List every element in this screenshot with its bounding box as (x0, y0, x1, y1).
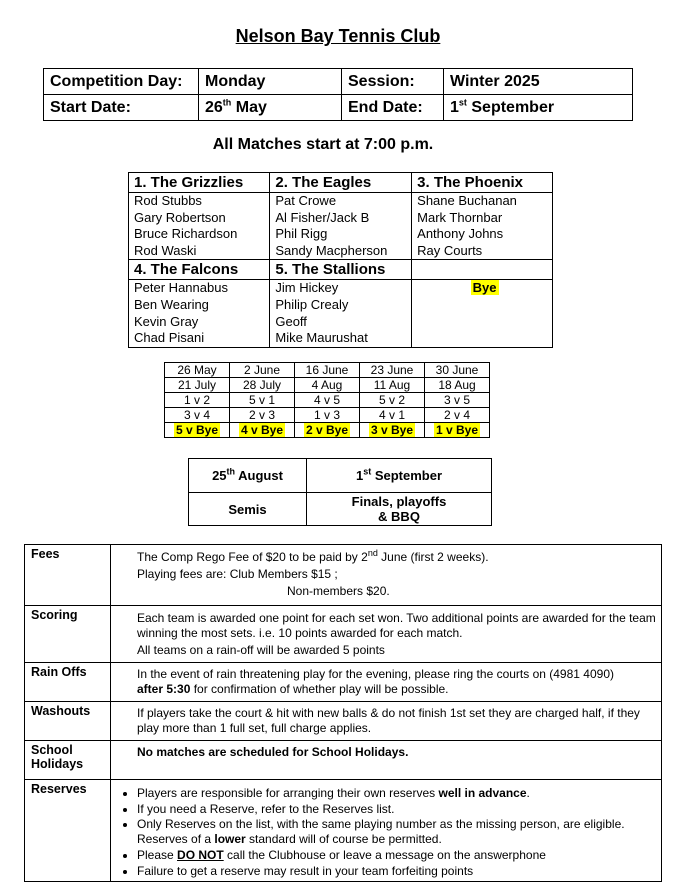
team-members (270, 280, 412, 347)
schedule-match: 2 v 4 (425, 408, 490, 423)
team-members (412, 193, 553, 260)
player-name: Pat Crowe (275, 193, 337, 208)
scoring-text: Each team is awarded one point for each set won. Two additional points are awarded for the team winning the most sets. i.e. 10 points awarded for each match. All teams on a rain-off will be awarded 5 points (111, 606, 662, 663)
schedule-match: 4 v 5 (295, 393, 360, 408)
fixture-schedule-table (164, 362, 490, 438)
reserves-rule: • Failure to get a reserve may result in your team forfeiting points (137, 863, 657, 879)
reserves-rule: • Please DO NOT call the Clubhouse or leave a message on the answerphone (137, 847, 657, 863)
player-name: Chad Pisani (134, 330, 205, 346)
fees-label: Fees (25, 545, 111, 606)
scoring-label: Scoring (25, 606, 111, 663)
schedule-date: 4 Aug (295, 378, 360, 393)
rules-table (24, 544, 662, 882)
comp-day-value: Monday (199, 69, 342, 95)
teams-table (128, 172, 553, 348)
schedule-match: 3 v 4 (165, 408, 230, 423)
reserves-rule: • If you need a Reserve, refer to the Reserves list. (137, 801, 657, 817)
schedule-match: 1 v 2 (165, 393, 230, 408)
finals-label: Finals, playoffs & BBQ (307, 493, 492, 526)
team-name: 1. The Grizzlies (129, 173, 270, 193)
rain-offs-text: In the event of rain threatening play for the evening, please ring the courts on (4981 4090) after 5:30 for confirmation of whether play will be possible. (111, 663, 662, 702)
semis-label: Semis (189, 493, 307, 526)
team-members (129, 280, 270, 347)
page-title: Nelson Bay Tennis Club (235, 26, 441, 46)
team-members (129, 193, 270, 260)
player-name: Shane Buchanan (417, 193, 517, 208)
schedule-bye: 3 v Bye (360, 423, 425, 438)
player-name: Rod Waski (134, 242, 197, 258)
player-name: Mike Maurushat (275, 330, 368, 346)
player-name: Sandy Macpherson (275, 242, 388, 258)
player-name: Kevin Gray (134, 313, 199, 329)
schedule-match: 2 v 3 (230, 408, 295, 423)
schedule-date: 21 July (165, 378, 230, 393)
end-date-label: End Date: (342, 95, 444, 121)
reserves-rule: • Players are responsible for arranging their own reserves well in advance. (137, 785, 657, 801)
school-holidays-text: No matches are scheduled for School Holidays. (111, 741, 662, 780)
reserves-rule: • Only Reserves on the list, with the same playing number as the missing person, are eligible. Reserves of a lower standard will of course be permitted. (137, 817, 657, 847)
fees-text: The Comp Rego Fee of $20 to be paid by 2nd June (first 2 weeks). Playing fees are: Club Members $15 ; Non-members $20. (111, 545, 662, 606)
rain-offs-label: Rain Offs (25, 663, 111, 702)
player-name: Peter Hannabus (134, 280, 228, 296)
reserves-label: Reserves (25, 780, 111, 882)
team-name: 5. The Stallions (270, 260, 412, 280)
reserves-text (111, 780, 662, 882)
player-name: Mark Thornbar (417, 209, 503, 225)
schedule-bye: 1 v Bye (425, 423, 490, 438)
team-name: 4. The Falcons (129, 260, 270, 280)
schedule-match: 4 v 1 (360, 408, 425, 423)
semis-date: 25th August (189, 459, 307, 493)
session-label: Session: (342, 69, 444, 95)
schedule-date: 2 June (230, 363, 295, 378)
schedule-date: 30 June (425, 363, 490, 378)
schedule-match: 3 v 5 (425, 393, 490, 408)
player-name: Geoff (275, 313, 307, 329)
finals-table (188, 458, 492, 526)
washouts-label: Washouts (25, 702, 111, 741)
schedule-date: 26 May (165, 363, 230, 378)
schedule-date: 16 June (295, 363, 360, 378)
schedule-date: 23 June (360, 363, 425, 378)
player-name: Philip Crealy (275, 296, 349, 312)
schedule-bye: 5 v Bye (165, 423, 230, 438)
bye-label: Bye (472, 280, 497, 296)
bye-cell (412, 280, 553, 347)
washouts-text: If players take the court & hit with new balls & do not finish 1st set they are charged half, if they play more than 1 full set, full charge applies. (111, 702, 662, 741)
player-name: Phil Rigg (275, 226, 328, 242)
empty-header-cell (412, 260, 553, 280)
player-name: Bruce Richardson (134, 226, 238, 242)
school-holidays-label: School Holidays (25, 741, 111, 780)
schedule-date: 18 Aug (425, 378, 490, 393)
player-name: Gary Robertson (134, 209, 226, 225)
player-name: Ray Courts (417, 242, 483, 258)
finals-date: 1st September (307, 459, 492, 493)
player-name: Jim Hickey (275, 280, 339, 296)
competition-info-table (43, 68, 633, 121)
player-name: Al Fisher/Jack B (275, 209, 370, 225)
start-date-label: Start Date: (44, 95, 199, 121)
schedule-match: 5 v 2 (360, 393, 425, 408)
team-name: 3. The Phoenix (412, 173, 553, 193)
team-name: 2. The Eagles (270, 173, 412, 193)
player-name: Anthony Johns (417, 226, 504, 242)
comp-day-label: Competition Day: (44, 69, 199, 95)
schedule-date: 11 Aug (360, 378, 425, 393)
player-name: Rod Stubbs (134, 193, 202, 208)
end-date-value: 1st September (444, 95, 633, 121)
session-value: Winter 2025 (444, 69, 633, 95)
schedule-match: 1 v 3 (295, 408, 360, 423)
start-time-note: All Matches start at 7:00 p.m. (212, 136, 434, 153)
schedule-bye: 4 v Bye (230, 423, 295, 438)
schedule-bye: 2 v Bye (295, 423, 360, 438)
start-date-value: 26th May (199, 95, 342, 121)
player-name: Ben Wearing (134, 296, 209, 312)
team-members (270, 193, 412, 260)
schedule-date: 28 July (230, 378, 295, 393)
schedule-match: 5 v 1 (230, 393, 295, 408)
